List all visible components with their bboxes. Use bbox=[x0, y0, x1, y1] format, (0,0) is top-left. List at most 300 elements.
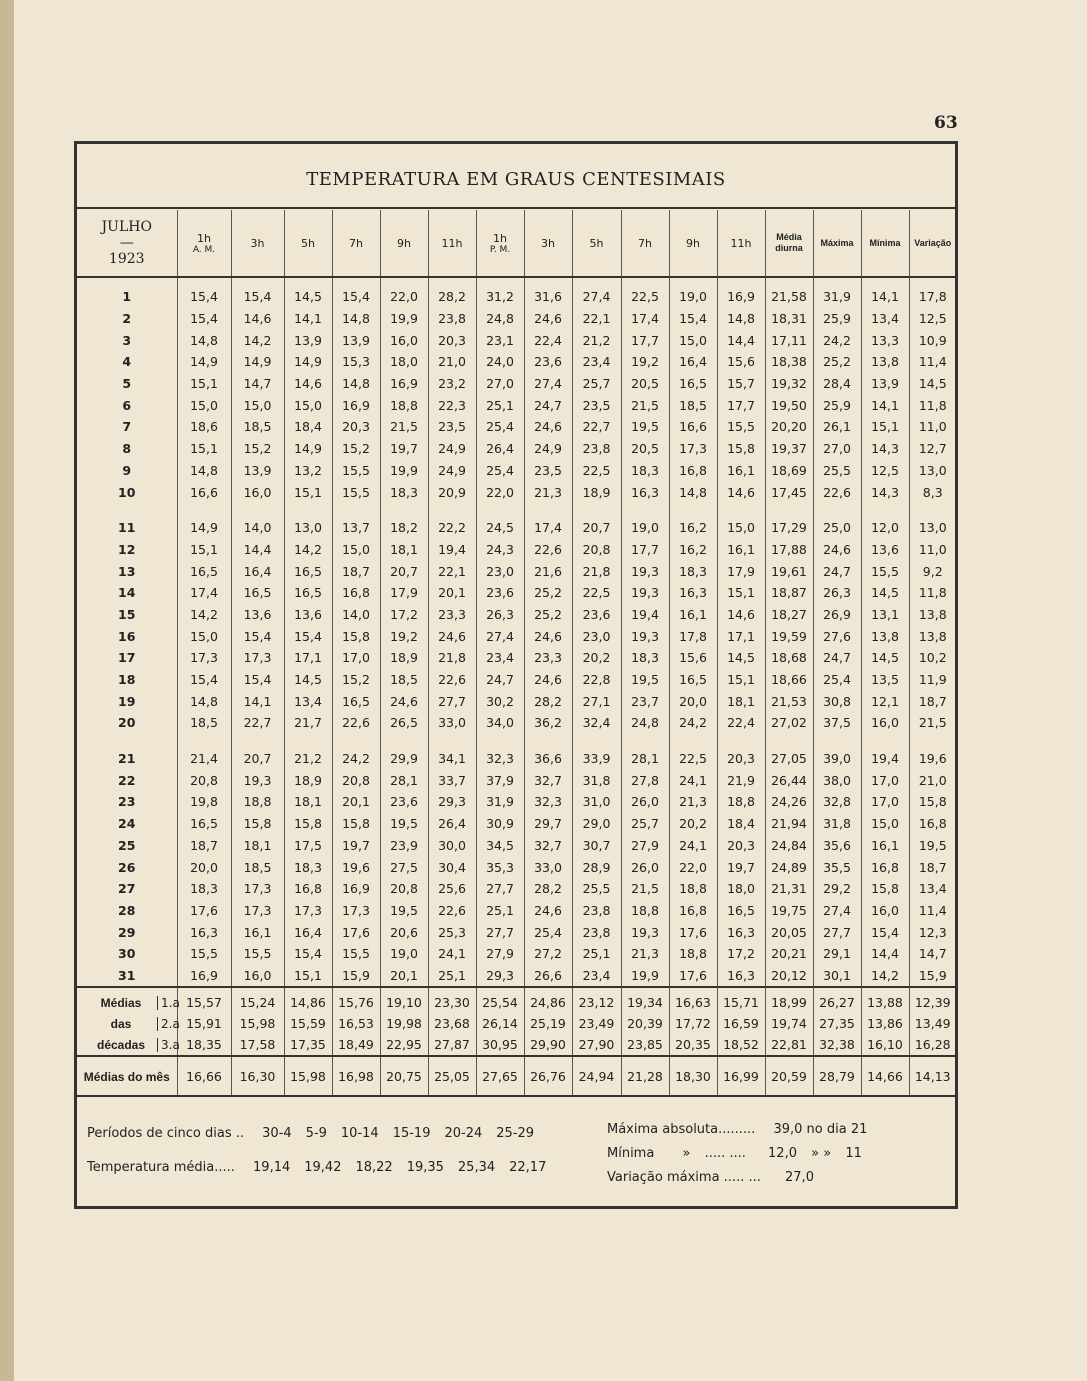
temperature-cell: 24,9 bbox=[428, 460, 476, 482]
spacer-cell bbox=[909, 734, 956, 748]
day-number: 31 bbox=[118, 967, 136, 983]
decade-average-cell: 22,81 bbox=[765, 1034, 813, 1056]
temperature-cell: 16,0 bbox=[231, 481, 284, 503]
temperature-cell: 19,0 bbox=[621, 517, 669, 539]
temperature-cell: 23,4 bbox=[572, 351, 621, 373]
temperature-cell: 14,6 bbox=[717, 481, 765, 503]
temperature-cell: 23,0 bbox=[476, 560, 524, 582]
month-label: JULHO bbox=[101, 219, 152, 235]
temperature-cell: 14,5 bbox=[861, 647, 909, 669]
temperature-cell: 22,0 bbox=[380, 286, 428, 308]
spacer-cell bbox=[669, 734, 717, 748]
temperature-cell: 19,3 bbox=[621, 560, 669, 582]
temperature-cell: 18,3 bbox=[177, 878, 231, 900]
day-number: 28 bbox=[118, 902, 136, 918]
temperature-cell: 21,3 bbox=[669, 791, 717, 813]
temperature-cell: 14,6 bbox=[231, 308, 284, 330]
decade-label-cell bbox=[77, 987, 180, 1013]
temperature-cell: 28,4 bbox=[813, 373, 861, 395]
temperature-cell: 20,5 bbox=[621, 373, 669, 395]
spacer-cell bbox=[332, 503, 380, 517]
day-number: 8 bbox=[122, 441, 132, 457]
temperature-cell: 17,8 bbox=[669, 625, 717, 647]
temperature-cell: 23,4 bbox=[572, 965, 621, 988]
temperature-cell: 17,7 bbox=[717, 394, 765, 416]
media-diurna-header bbox=[765, 210, 813, 277]
temperature-cell: 18,5 bbox=[177, 712, 231, 734]
temperature-cell: 17,9 bbox=[717, 560, 765, 582]
monthly-average-cell: 15,98 bbox=[284, 1056, 332, 1096]
variacao-maxima-label: Variação máxima ..... ... bbox=[607, 1170, 761, 1185]
temperature-cell: 13,9 bbox=[231, 460, 284, 482]
temperature-cell: 25,4 bbox=[813, 669, 861, 691]
decade-average-cell: 18,99 bbox=[765, 987, 813, 1013]
temperature-cell: 17,3 bbox=[231, 900, 284, 922]
decade-average-cell: 17,58 bbox=[231, 1034, 284, 1056]
temperature-cell: 14,9 bbox=[231, 351, 284, 373]
monthly-average-cell: 25,05 bbox=[428, 1056, 476, 1096]
temperature-cell: 23,8 bbox=[572, 921, 621, 943]
hour-header bbox=[476, 210, 524, 277]
monthly-average-cell: 14,13 bbox=[909, 1056, 956, 1096]
spacer-cell bbox=[231, 734, 284, 748]
temperature-cell: 23,8 bbox=[572, 438, 621, 460]
temperature-cell: 17,5 bbox=[284, 835, 332, 857]
spacer-cell bbox=[813, 277, 861, 286]
minima-ditto-marks: » » bbox=[811, 1146, 832, 1161]
decade-average-cell: 15,57 bbox=[177, 987, 231, 1013]
day-row bbox=[77, 539, 956, 561]
temperature-cell: 18,31 bbox=[765, 308, 813, 330]
decade-average-cell: 16,10 bbox=[861, 1034, 909, 1056]
spacer-cell bbox=[476, 734, 524, 748]
temperatura-media-value: 18,22 bbox=[355, 1160, 393, 1175]
day-number: 11 bbox=[118, 520, 136, 536]
temperature-cell: 37,5 bbox=[813, 712, 861, 734]
temperature-cell: 27,4 bbox=[572, 286, 621, 308]
temperature-cell: 22,0 bbox=[476, 481, 524, 503]
temperature-cell: 17,0 bbox=[861, 769, 909, 791]
temperature-cell: 18,4 bbox=[717, 813, 765, 835]
decade-average-cell: 32,38 bbox=[813, 1034, 861, 1056]
temperature-cell: 27,0 bbox=[813, 438, 861, 460]
temperature-cell: 22,6 bbox=[813, 481, 861, 503]
decade-average-cell: 16,63 bbox=[669, 987, 717, 1013]
temperature-cell: 18,0 bbox=[380, 351, 428, 373]
temperature-cell: 17,8 bbox=[909, 286, 956, 308]
variacao-label: Variação bbox=[914, 237, 952, 248]
temperature-cell: 18,69 bbox=[765, 460, 813, 482]
variacao-header bbox=[909, 210, 956, 277]
hour-header bbox=[621, 210, 669, 277]
temperature-cell: 17,29 bbox=[765, 517, 813, 539]
temperature-cell: 20,5 bbox=[621, 438, 669, 460]
minima-label: Mínima bbox=[869, 237, 901, 248]
temperature-cell: 25,9 bbox=[813, 308, 861, 330]
spacer-cell bbox=[765, 503, 813, 517]
temperature-cell: 21,5 bbox=[621, 394, 669, 416]
temperature-cell: 11,8 bbox=[909, 582, 956, 604]
temperature-cell: 21,3 bbox=[621, 943, 669, 965]
temperature-cell: 25,4 bbox=[476, 460, 524, 482]
monthly-average-cell: 16,98 bbox=[332, 1056, 380, 1096]
temperature-cell: 16,8 bbox=[284, 878, 332, 900]
temperature-cell: 22,5 bbox=[669, 748, 717, 770]
temperature-cell: 13,8 bbox=[861, 625, 909, 647]
temperature-cell: 26,3 bbox=[476, 604, 524, 626]
temperature-cell: 20,12 bbox=[765, 965, 813, 988]
temperature-cell: 14,2 bbox=[231, 329, 284, 351]
temperature-cell: 16,1 bbox=[717, 539, 765, 561]
temperature-cell: 14,5 bbox=[717, 647, 765, 669]
monthly-average-cell: 18,30 bbox=[669, 1056, 717, 1096]
temperature-cell: 29,9 bbox=[380, 748, 428, 770]
temperature-cell: 16,1 bbox=[669, 604, 717, 626]
day-row bbox=[77, 690, 956, 712]
temperature-cell: 14,5 bbox=[284, 286, 332, 308]
temperature-cell: 10,2 bbox=[909, 647, 956, 669]
temperature-cell: 22,5 bbox=[621, 286, 669, 308]
temperature-cell: 12,7 bbox=[909, 438, 956, 460]
temperature-cell: 14,1 bbox=[231, 690, 284, 712]
temperature-cell: 15,8 bbox=[231, 813, 284, 835]
temperature-cell: 13,6 bbox=[231, 604, 284, 626]
monthly-average-cell: 16,99 bbox=[717, 1056, 765, 1096]
table-body bbox=[77, 277, 956, 1096]
temperature-cell: 25,1 bbox=[476, 900, 524, 922]
temperature-cell: 19,32 bbox=[765, 373, 813, 395]
hour-header bbox=[380, 210, 428, 277]
temperature-cell: 15,4 bbox=[177, 308, 231, 330]
day-row bbox=[77, 943, 956, 965]
variacao-maxima-row bbox=[607, 1170, 814, 1185]
temperature-cell: 27,1 bbox=[572, 690, 621, 712]
monthly-average-cell: 20,59 bbox=[765, 1056, 813, 1096]
temperature-cell: 23,3 bbox=[428, 604, 476, 626]
temperature-cell: 16,9 bbox=[380, 373, 428, 395]
temperature-cell: 25,2 bbox=[524, 604, 572, 626]
temperature-cell: 23,8 bbox=[428, 308, 476, 330]
periodo-value: 15-19 bbox=[392, 1126, 431, 1141]
temperature-cell: 11,0 bbox=[909, 416, 956, 438]
temperature-cell: 14,3 bbox=[861, 438, 909, 460]
temperature-cell: 16,3 bbox=[717, 965, 765, 988]
spacer-cell bbox=[476, 503, 524, 517]
temperature-cell: 14,9 bbox=[284, 351, 332, 373]
periodo-value: 25-29 bbox=[496, 1126, 535, 1141]
spacer-cell bbox=[284, 277, 332, 286]
decade-average-row bbox=[77, 987, 956, 1013]
temperature-cell: 24,2 bbox=[332, 748, 380, 770]
temperature-cell: 20,8 bbox=[380, 878, 428, 900]
hour-header bbox=[524, 210, 572, 277]
temperature-cell: 15,9 bbox=[909, 965, 956, 988]
temperature-cell: 31,8 bbox=[813, 813, 861, 835]
temperature-cell: 36,6 bbox=[524, 748, 572, 770]
temperature-cell: 15,2 bbox=[332, 438, 380, 460]
decade-label-cell bbox=[77, 1034, 180, 1056]
temperature-cell: 34,0 bbox=[476, 712, 524, 734]
monthly-average-label bbox=[77, 1056, 177, 1096]
decade-average-cell: 17,35 bbox=[284, 1034, 332, 1056]
temperature-cell: 19,3 bbox=[621, 921, 669, 943]
decade-average-cell: 12,39 bbox=[909, 987, 956, 1013]
temperature-cell: 16,3 bbox=[669, 582, 717, 604]
decade-average-cell: 13,88 bbox=[861, 987, 909, 1013]
temperature-cell: 27,4 bbox=[524, 373, 572, 395]
hour-label: 3h bbox=[541, 236, 555, 250]
temperature-cell: 15,8 bbox=[332, 813, 380, 835]
title-divider bbox=[77, 207, 955, 209]
temperature-cell: 24,6 bbox=[524, 669, 572, 691]
temperature-cell: 23,3 bbox=[524, 647, 572, 669]
minima-absoluta-day: 11 bbox=[845, 1146, 862, 1161]
decade-average-cell: 27,87 bbox=[428, 1034, 476, 1056]
temperature-cell: 28,2 bbox=[524, 690, 572, 712]
day-row bbox=[77, 438, 956, 460]
temperature-cell: 15,1 bbox=[284, 965, 332, 988]
temperature-cell: 14,7 bbox=[909, 943, 956, 965]
temperature-cell: 14,0 bbox=[231, 517, 284, 539]
temperature-cell: 21,7 bbox=[284, 712, 332, 734]
temperature-cell: 27,7 bbox=[476, 878, 524, 900]
temperature-cell: 15,1 bbox=[717, 582, 765, 604]
temperature-cell: 20,21 bbox=[765, 943, 813, 965]
temperature-cell: 15,8 bbox=[332, 625, 380, 647]
temperature-cell: 33,0 bbox=[428, 712, 476, 734]
temperature-cell: 12,5 bbox=[909, 308, 956, 330]
hour-header bbox=[231, 210, 284, 277]
temperature-cell: 16,5 bbox=[669, 669, 717, 691]
temperature-cell: 21,5 bbox=[380, 416, 428, 438]
temperature-cell: 21,8 bbox=[428, 647, 476, 669]
day-number: 27 bbox=[118, 881, 136, 897]
hour-sub-label: A. M. bbox=[192, 244, 216, 255]
temperature-cell: 16,5 bbox=[284, 560, 332, 582]
temperature-cell: 15,3 bbox=[332, 351, 380, 373]
temperature-cell: 26,0 bbox=[621, 856, 669, 878]
temperatura-media-row bbox=[87, 1160, 560, 1175]
temperature-cell: 17,4 bbox=[621, 308, 669, 330]
spacer-cell bbox=[524, 503, 572, 517]
spacer-cell bbox=[177, 277, 231, 286]
temperature-cell: 18,5 bbox=[380, 669, 428, 691]
day-number: 15 bbox=[118, 606, 136, 622]
hour-label: 5h bbox=[589, 236, 604, 250]
temperature-cell: 17,6 bbox=[669, 965, 717, 988]
temperature-cell: 32,4 bbox=[572, 712, 621, 734]
media-diurna-label: Média diurna bbox=[775, 232, 803, 253]
temperature-cell: 37,9 bbox=[476, 769, 524, 791]
day-number: 21 bbox=[118, 751, 136, 767]
temperature-cell: 18,87 bbox=[765, 582, 813, 604]
temperature-cell: 15,0 bbox=[177, 625, 231, 647]
temperature-cell: 20,8 bbox=[572, 539, 621, 561]
temperature-cell: 17,6 bbox=[332, 921, 380, 943]
temperature-cell: 17,0 bbox=[861, 791, 909, 813]
spacer-cell bbox=[524, 277, 572, 286]
spacer-cell bbox=[669, 503, 717, 517]
temperature-cell: 24,7 bbox=[524, 394, 572, 416]
temperature-cell: 31,9 bbox=[476, 791, 524, 813]
temperature-cell: 16,5 bbox=[669, 373, 717, 395]
temperature-cell: 13,8 bbox=[861, 351, 909, 373]
temperature-cell: 16,2 bbox=[669, 539, 717, 561]
temperature-cell: 14,8 bbox=[717, 308, 765, 330]
temperature-cell: 26,6 bbox=[524, 965, 572, 988]
temperature-cell: 16,6 bbox=[177, 481, 231, 503]
temperature-cell: 18,3 bbox=[284, 856, 332, 878]
spacer-cell bbox=[765, 277, 813, 286]
temperature-cell: 15,4 bbox=[284, 625, 332, 647]
temperature-cell: 22,6 bbox=[524, 539, 572, 561]
temperature-cell: 17,7 bbox=[621, 329, 669, 351]
temperature-cell: 28,1 bbox=[380, 769, 428, 791]
temperature-cell: 14,8 bbox=[332, 308, 380, 330]
month-year-header bbox=[77, 210, 177, 277]
decade-average-cell: 22,95 bbox=[380, 1034, 428, 1056]
temperature-cell: 21,2 bbox=[572, 329, 621, 351]
temperature-cell: 18,9 bbox=[572, 481, 621, 503]
day-number: 7 bbox=[122, 419, 132, 435]
temperature-cell: 21,31 bbox=[765, 878, 813, 900]
temperature-cell: 15,8 bbox=[861, 878, 909, 900]
temperature-cell: 14,8 bbox=[177, 690, 231, 712]
temperature-cell: 29,3 bbox=[476, 965, 524, 988]
temperature-cell: 25,7 bbox=[572, 373, 621, 395]
temperature-cell: 19,9 bbox=[621, 965, 669, 988]
temperature-cell: 24,3 bbox=[476, 539, 524, 561]
temperature-cell: 17,2 bbox=[380, 604, 428, 626]
decade-average-cell: 23,12 bbox=[572, 987, 621, 1013]
maxima-absoluta-row bbox=[607, 1122, 867, 1137]
decade-average-cell: 15,71 bbox=[717, 987, 765, 1013]
temperature-cell: 20,2 bbox=[669, 813, 717, 835]
temperature-cell: 15,1 bbox=[177, 539, 231, 561]
hour-label: 7h bbox=[349, 236, 363, 250]
temperature-cell: 20,2 bbox=[572, 647, 621, 669]
decade-average-cell: 19,34 bbox=[621, 987, 669, 1013]
decade-average-cell: 25,19 bbox=[524, 1013, 572, 1034]
hour-label: 9h bbox=[397, 236, 411, 250]
temperature-cell: 22,5 bbox=[572, 582, 621, 604]
temperature-cell: 21,5 bbox=[621, 878, 669, 900]
temperature-cell: 17,3 bbox=[231, 647, 284, 669]
temperature-cell: 20,0 bbox=[669, 690, 717, 712]
temperature-cell: 34,1 bbox=[428, 748, 476, 770]
temperature-cell: 30,0 bbox=[428, 835, 476, 857]
temperature-cell: 16,2 bbox=[669, 517, 717, 539]
spacer-cell bbox=[77, 734, 177, 748]
monthly-average-cell: 27,65 bbox=[476, 1056, 524, 1096]
temperature-cell: 20,6 bbox=[380, 921, 428, 943]
temperature-cell: 20,20 bbox=[765, 416, 813, 438]
temperature-cell: 17,4 bbox=[524, 517, 572, 539]
temperature-cell: 17,9 bbox=[380, 582, 428, 604]
temperature-cell: 18,4 bbox=[284, 416, 332, 438]
temperature-cell: 24,6 bbox=[428, 625, 476, 647]
spacer-cell bbox=[476, 277, 524, 286]
temperature-cell: 21,9 bbox=[717, 769, 765, 791]
temperature-cell: 13,0 bbox=[909, 460, 956, 482]
temperature-cell: 27,02 bbox=[765, 712, 813, 734]
temperature-cell: 25,4 bbox=[476, 416, 524, 438]
temperature-cell: 15,1 bbox=[177, 373, 231, 395]
maxima-absoluta-label: Máxima absoluta......... bbox=[607, 1122, 756, 1137]
day-row bbox=[77, 647, 956, 669]
temperature-cell: 12,5 bbox=[861, 460, 909, 482]
spacer-cell bbox=[572, 503, 621, 517]
temperature-cell: 19,8 bbox=[177, 791, 231, 813]
temperature-cell: 16,0 bbox=[861, 712, 909, 734]
temperature-cell: 18,8 bbox=[717, 791, 765, 813]
temperature-cell: 27,7 bbox=[813, 921, 861, 943]
temperature-cell: 16,4 bbox=[231, 560, 284, 582]
temperature-cell: 20,3 bbox=[332, 416, 380, 438]
temperature-cell: 13,2 bbox=[284, 460, 332, 482]
temperature-cell: 18,3 bbox=[669, 560, 717, 582]
day-row bbox=[77, 900, 956, 922]
monthly-average-cell: 24,94 bbox=[572, 1056, 621, 1096]
temperature-cell: 20,0 bbox=[177, 856, 231, 878]
table-title: TEMPERATURA EM GRAUS CENTESIMAIS bbox=[306, 169, 726, 190]
temperature-cell: 28,9 bbox=[572, 856, 621, 878]
temperature-cell: 22,6 bbox=[428, 900, 476, 922]
spacer-row bbox=[77, 503, 956, 517]
temperature-cell: 13,0 bbox=[909, 517, 956, 539]
temperature-cell: 24,89 bbox=[765, 856, 813, 878]
temperature-cell: 17,11 bbox=[765, 329, 813, 351]
temperature-table-frame bbox=[74, 141, 958, 1209]
temperature-cell: 17,6 bbox=[669, 921, 717, 943]
temperature-cell: 17,7 bbox=[621, 539, 669, 561]
hour-header bbox=[284, 210, 332, 277]
day-row bbox=[77, 394, 956, 416]
temperature-cell: 14,8 bbox=[177, 329, 231, 351]
temperature-cell: 18,8 bbox=[231, 791, 284, 813]
temperature-cell: 33,9 bbox=[572, 748, 621, 770]
temperature-cell: 16,3 bbox=[621, 481, 669, 503]
temperature-cell: 15,6 bbox=[717, 351, 765, 373]
monthly-average-cell: 20,75 bbox=[380, 1056, 428, 1096]
temperature-cell: 11,8 bbox=[909, 394, 956, 416]
temperature-cell: 23,8 bbox=[572, 900, 621, 922]
decade-average-cell: 19,98 bbox=[380, 1013, 428, 1034]
periodos-values bbox=[262, 1126, 548, 1141]
temperature-cell: 17,1 bbox=[717, 625, 765, 647]
day-row bbox=[77, 813, 956, 835]
decade-average-cell: 16,59 bbox=[717, 1013, 765, 1034]
temperature-cell: 19,59 bbox=[765, 625, 813, 647]
day-number: 29 bbox=[118, 924, 136, 940]
monthly-average-cell: 21,28 bbox=[621, 1056, 669, 1096]
temperature-cell: 22,1 bbox=[572, 308, 621, 330]
temperatura-media-value: 19,14 bbox=[253, 1160, 291, 1175]
temperature-cell: 25,7 bbox=[621, 813, 669, 835]
temperature-cell: 19,9 bbox=[380, 308, 428, 330]
hour-label: 9h bbox=[686, 236, 700, 250]
temperature-cell: 27,9 bbox=[476, 943, 524, 965]
temperature-cell: 18,7 bbox=[909, 856, 956, 878]
temperature-cell: 14,2 bbox=[284, 539, 332, 561]
temperature-cell: 26,0 bbox=[621, 791, 669, 813]
temperature-cell: 16,9 bbox=[332, 394, 380, 416]
temperature-cell: 24,9 bbox=[524, 438, 572, 460]
spacer-cell bbox=[77, 277, 177, 286]
spacer-cell bbox=[428, 277, 476, 286]
day-number: 23 bbox=[118, 794, 136, 810]
temperature-cell: 19,4 bbox=[861, 748, 909, 770]
